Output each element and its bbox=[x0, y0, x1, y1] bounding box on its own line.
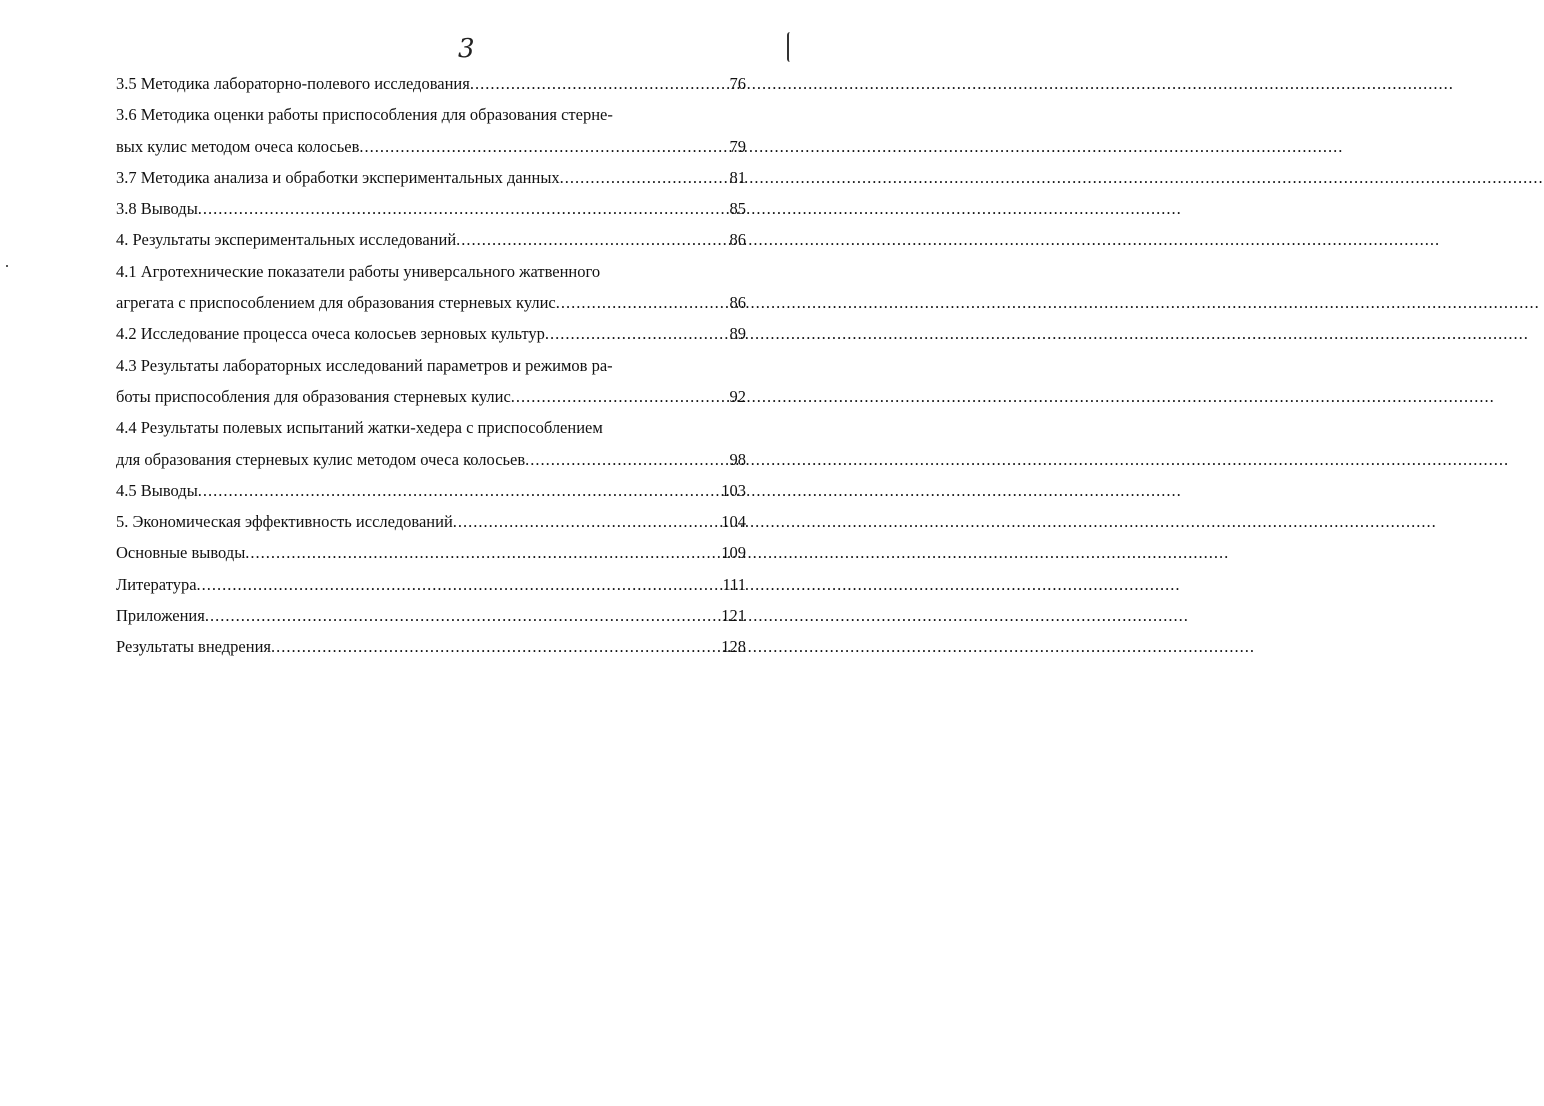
toc-entry-title-line: 4.4 Результаты полевых испытаний жатки-хедера с приспособлением bbox=[116, 418, 603, 438]
toc-entry-row bbox=[116, 224, 746, 255]
dot-leader bbox=[525, 444, 698, 475]
toc-page-number: 121 bbox=[721, 606, 746, 626]
toc-entry[interactable] bbox=[116, 412, 746, 475]
dot-leader bbox=[205, 600, 698, 631]
toc-entry-row bbox=[116, 131, 746, 162]
dot-leader bbox=[560, 162, 698, 193]
dot-leader bbox=[198, 475, 698, 506]
toc-entry[interactable] bbox=[116, 506, 746, 537]
toc-entry-title: Приложения bbox=[116, 606, 205, 626]
toc-entry-title-line: 4.1 Агротехнические показатели работы универсального жатвенного bbox=[116, 261, 601, 281]
toc-entry[interactable] bbox=[116, 631, 746, 662]
toc-entry-row bbox=[116, 537, 746, 568]
dot-leader bbox=[245, 537, 698, 568]
toc-entry-title: 5. Экономическая эффективность исследований bbox=[116, 512, 453, 532]
toc-entry[interactable] bbox=[116, 162, 746, 193]
toc-entry[interactable] bbox=[116, 256, 746, 319]
toc-entry-title: для образования стерневых кулис методом очеса колосьев bbox=[116, 449, 526, 469]
toc-entry-title: 3.5 Методика лабораторно-полевого исследования bbox=[116, 74, 470, 93]
toc-entry-row bbox=[116, 318, 746, 349]
toc-page-number: 92 bbox=[729, 386, 746, 406]
dot-leader bbox=[271, 631, 698, 662]
toc-entry-title: 3.7 Методика анализа и обработки экспериментальных данных bbox=[116, 167, 560, 187]
toc-entry-row bbox=[116, 68, 746, 99]
toc-entry-title: 4.2 Исследование процесса очеса колосьев зерновых культур bbox=[116, 324, 545, 344]
toc-entry-title: агрегата с приспособлением для образования стерневых кулис bbox=[116, 293, 556, 313]
toc-page-number: 85 bbox=[729, 199, 746, 219]
toc-page-number: 109 bbox=[721, 543, 746, 563]
toc-page-number: 76 bbox=[729, 74, 746, 93]
toc-entry-title-line: 4.3 Результаты лабораторных исследований параметров и режимов ра- bbox=[116, 355, 613, 375]
toc-entry-title: Основные выводы bbox=[116, 543, 246, 563]
toc-entry-row bbox=[116, 631, 746, 662]
dot-leader bbox=[456, 224, 698, 255]
toc-entry-title: 4.5 Выводы bbox=[116, 480, 198, 500]
scan-edge-mark bbox=[787, 32, 792, 62]
toc-entry-title: боты приспособления для образования стерневых кулис bbox=[116, 386, 511, 406]
toc-page-number: 104 bbox=[721, 512, 746, 532]
toc-page-number: 111 bbox=[722, 574, 746, 594]
toc-entry[interactable] bbox=[116, 537, 746, 568]
dot-leader bbox=[470, 68, 698, 99]
toc-entry-title: вых кулис методом очеса колосьев bbox=[116, 136, 360, 156]
toc-page-number: 98 bbox=[729, 449, 746, 469]
dot-leader bbox=[453, 506, 698, 537]
toc-entry[interactable] bbox=[116, 318, 746, 349]
toc-page-number: 86 bbox=[729, 293, 746, 313]
toc-page-number: 128 bbox=[721, 637, 746, 657]
dot-leader bbox=[198, 193, 698, 224]
toc-entry-title: 4. Результаты экспериментальных исследований bbox=[116, 230, 457, 250]
toc-entry-title: 3.8 Выводы bbox=[116, 199, 198, 219]
toc-entry-row bbox=[116, 506, 746, 537]
toc-entry[interactable] bbox=[116, 193, 746, 224]
toc-entry-row bbox=[116, 287, 746, 318]
toc-entry-row bbox=[116, 475, 746, 506]
toc-entry[interactable] bbox=[116, 569, 746, 600]
dot-leader bbox=[511, 381, 698, 412]
toc-entry[interactable] bbox=[116, 68, 746, 99]
dot-leader bbox=[197, 569, 698, 600]
toc-entry-row bbox=[116, 444, 746, 475]
page-number: 3 bbox=[458, 34, 475, 64]
toc-page-number: 86 bbox=[729, 230, 746, 250]
dot-leader bbox=[556, 287, 698, 318]
toc-page-number: 103 bbox=[721, 480, 746, 500]
toc-entry[interactable] bbox=[116, 475, 746, 506]
toc-page-number: 81 bbox=[729, 167, 746, 187]
toc-entry-row bbox=[116, 569, 746, 600]
scan-speck bbox=[6, 265, 8, 267]
toc-entry-row bbox=[116, 193, 746, 224]
toc-entry-row bbox=[116, 162, 746, 193]
toc-entry-row bbox=[116, 381, 746, 412]
dot-leader bbox=[545, 318, 698, 349]
toc-entry-title: Литература bbox=[116, 574, 197, 594]
toc-entry[interactable] bbox=[116, 224, 746, 255]
toc-entry-title: Результаты внедрения bbox=[116, 637, 271, 657]
toc-entry[interactable] bbox=[116, 99, 746, 162]
toc-page-number: 79 bbox=[729, 136, 746, 156]
toc-entry[interactable] bbox=[116, 600, 746, 631]
toc-entry-row bbox=[116, 600, 746, 631]
toc-entry-title-line: 3.6 Методика оценки работы приспособления для образования стерне- bbox=[116, 105, 613, 125]
toc-page-number: 89 bbox=[729, 324, 746, 344]
toc-entry[interactable] bbox=[116, 350, 746, 413]
dot-leader bbox=[359, 131, 698, 162]
table-of-contents bbox=[116, 68, 746, 663]
